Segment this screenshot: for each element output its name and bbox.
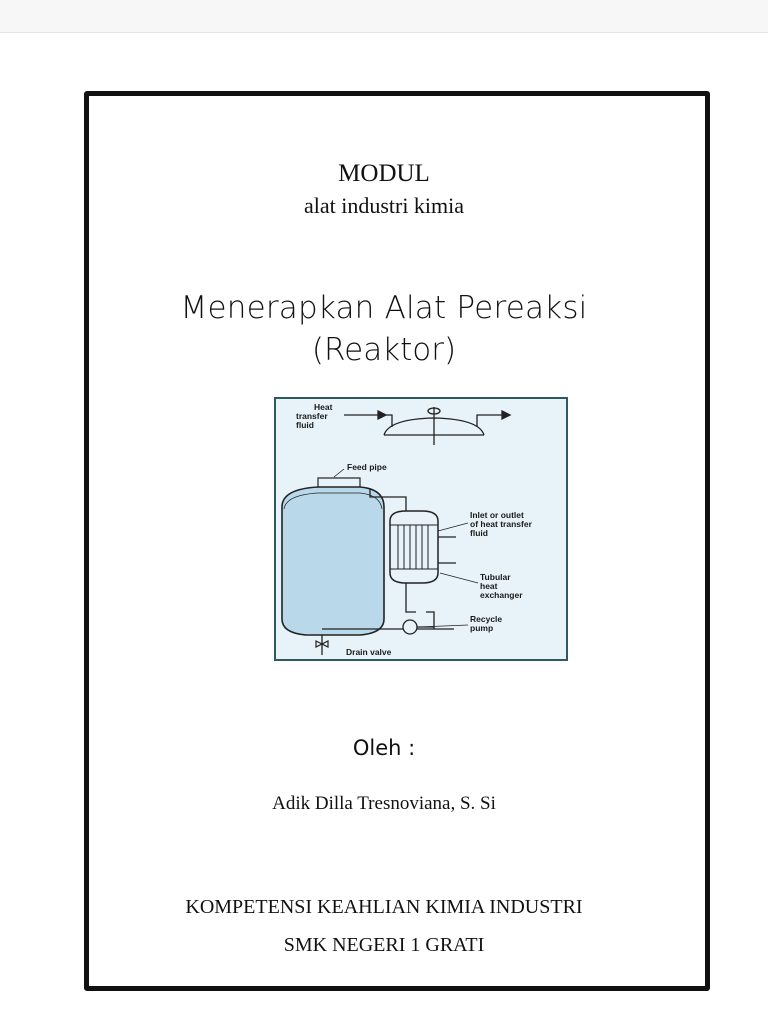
label-recycle-1: Recycle: [470, 614, 503, 624]
label-tubular-1: Tubular: [480, 572, 511, 582]
subject-title: alat industri kimia: [303, 193, 465, 218]
label-feed-pipe: Feed pipe: [347, 462, 387, 472]
by-label: Oleh :: [352, 736, 416, 760]
label-inlet-1: Inlet or outlet: [470, 510, 524, 520]
label-heat-1: Heat: [314, 402, 333, 412]
label-tubular-2: heat: [480, 581, 498, 591]
label-drain-valve: Drain valve: [346, 647, 392, 657]
label-inlet-2: of heat transfer: [470, 519, 532, 529]
label-inlet-3: fluid: [470, 528, 488, 538]
module-label: MODUL: [338, 160, 430, 187]
author-name: Adik Dilla Tresnoviana, S. Si: [272, 793, 496, 814]
label-heat-2: transfer: [296, 411, 328, 421]
label-recycle-2: pump: [470, 623, 494, 633]
label-tubular-3: exchanger: [480, 590, 523, 600]
school-name: SMK NEGERI 1 GRATI: [283, 934, 485, 956]
department-name: KOMPETENSI KEAHLIAN KIMIA INDUSTRI: [185, 896, 583, 918]
main-title-line-1: Menerapkan Alat Pereaksi: [180, 290, 588, 326]
label-heat-3: fluid: [296, 420, 314, 430]
main-title-line-2: (Reaktor): [311, 332, 457, 368]
reactor-diagram: [274, 397, 568, 661]
reactor-vessel: [282, 478, 384, 635]
